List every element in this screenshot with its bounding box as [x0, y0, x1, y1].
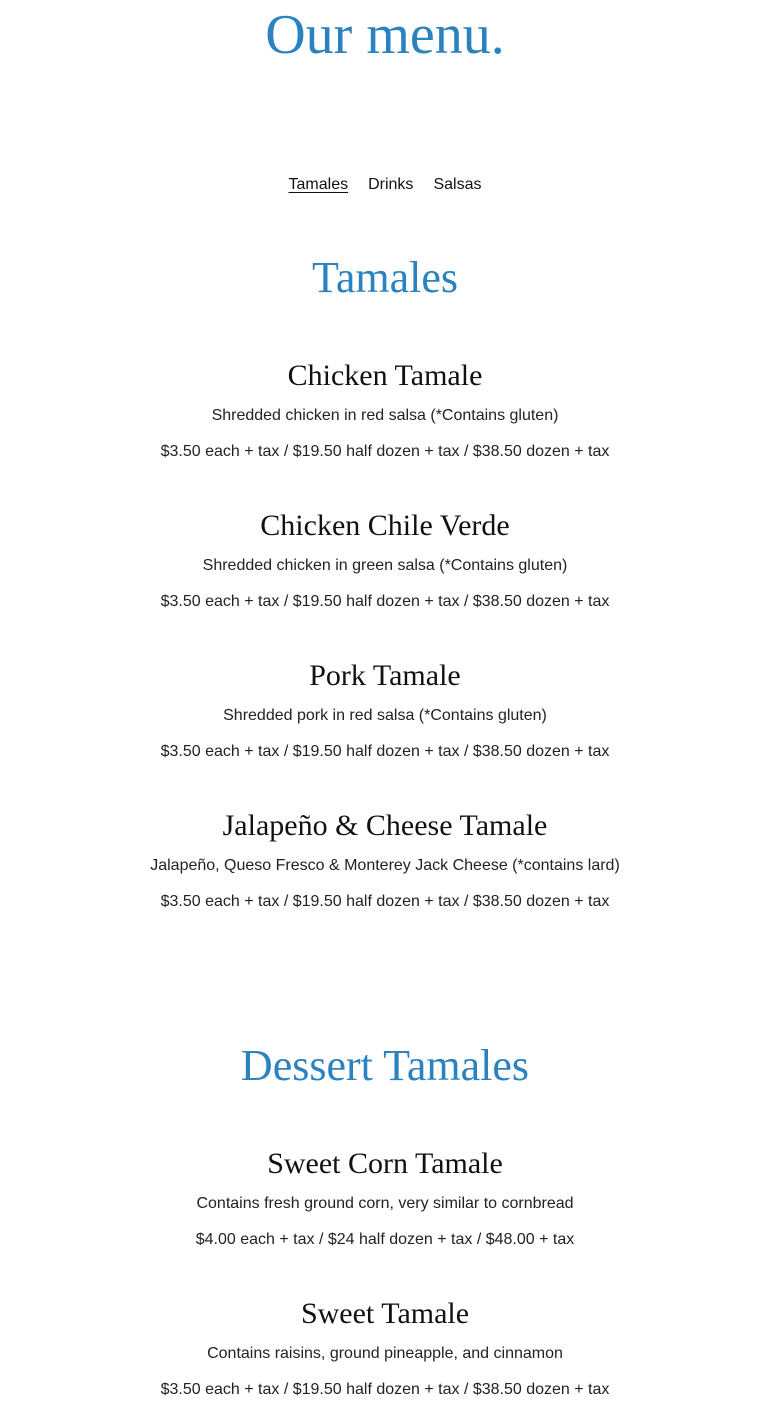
item-name: Sweet Tamale [300, 1297, 470, 1330]
page-title: Our menu. [265, 4, 505, 66]
menu-item [0, 357, 770, 463]
item-name: Jalapeño & Cheese Tamale [222, 809, 548, 842]
tab-tamales[interactable]: Tamales [288, 176, 349, 193]
item-price: $4.00 each + tax / $24 half dozen + tax / $48.00 + tax [195, 1231, 575, 1248]
item-price: $3.50 each + tax / $19.50 half dozen + tax / $38.50 dozen + tax [160, 593, 610, 610]
menu-item [0, 507, 770, 613]
item-name: Chicken Tamale [287, 359, 483, 392]
item-name: Pork Tamale [309, 659, 461, 692]
item-price: $3.50 each + tax / $19.50 half dozen + tax / $38.50 dozen + tax [160, 443, 610, 460]
section-title-tamales: Tamales [312, 253, 458, 302]
menu-item [0, 1295, 770, 1401]
tab-salsas[interactable]: Salsas [433, 176, 482, 193]
menu-tabs [0, 174, 770, 196]
menu-item [0, 1145, 770, 1251]
item-price: $3.50 each + tax / $19.50 half dozen + tax / $38.50 dozen + tax [160, 743, 610, 760]
item-price: $3.50 each + tax / $19.50 half dozen + tax / $38.50 dozen + tax [160, 893, 610, 910]
item-description: Shredded pork in red salsa (*Contains gluten) [223, 707, 547, 724]
item-name: Chicken Chile Verde [260, 509, 510, 542]
item-description: Shredded chicken in red salsa (*Contains gluten) [211, 407, 559, 424]
item-description: Contains raisins, ground pineapple, and cinnamon [207, 1345, 563, 1362]
menu-item [0, 657, 770, 763]
item-description: Contains fresh ground corn, very similar to cornbread [196, 1195, 574, 1212]
item-price: $3.50 each + tax / $19.50 half dozen + tax / $38.50 dozen + tax [160, 1381, 610, 1398]
tab-drinks[interactable]: Drinks [368, 176, 414, 193]
menu-item [0, 807, 770, 913]
item-description: Jalapeño, Queso Fresco & Monterey Jack Cheese (*contains lard) [150, 857, 620, 874]
section-title-dessert-tamales: Dessert Tamales [240, 1041, 530, 1090]
item-name: Sweet Corn Tamale [267, 1147, 503, 1180]
item-description: Shredded chicken in green salsa (*Contains gluten) [202, 557, 568, 574]
